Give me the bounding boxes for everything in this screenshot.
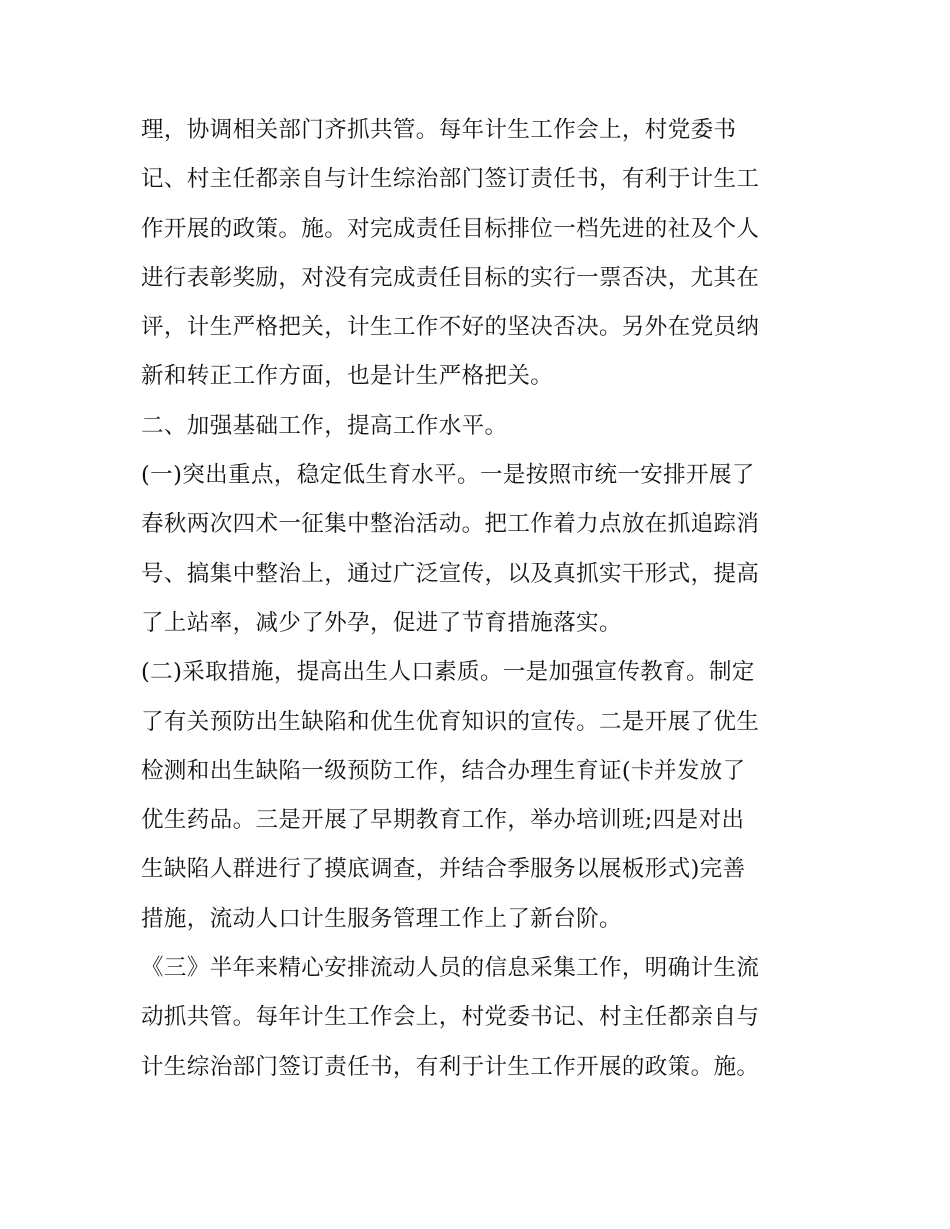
text-line: 检测和出生缺陷一级预防工作，结合办理生育证(卡并发放了 [141,757,746,784]
text-line: 措施，流动人口计生服务管理工作上了新台阶。 [141,905,622,932]
text-line: (一)突出重点，稳定低生育水平。一是按照市统一安排开展了 [141,462,755,489]
text-line: 理，协调相关部门齐抓共管。每年计生工作会上，村党委书 [141,117,737,143]
text-line: 评，计生严格把关，计生工作不好的坚决否决。另外在党员纳 [141,314,760,341]
text-line: 生缺陷人群进行了摸底调查，并结合季服务以展板形式)完善 [141,856,746,883]
document-body [141,106,821,1092]
text-line: 新和转正工作方面，也是计生严格把关。 [141,363,554,390]
text-line: 春秋两次四术一征集中整治活动。把工作着力点放在抓追踪消 [141,511,760,538]
text-line: 优生药品。三是开展了早期教育工作，举办培训班;四是对出 [141,807,745,834]
text-line: 了上站率，减少了外孕，促进了节育措施落实。 [141,609,622,636]
text-line: 进行表彰奖励，对没有完成责任目标的实行一票否决，尤其在 [141,264,760,291]
text-line: 号、搞集中整治上，通过广泛宣传，以及真抓实干形式，提高 [141,560,760,587]
text-line: 《三》半年来精心安排流动人员的信息采集工作，明确计生流 [141,955,760,982]
text-line: (二)采取措施，提高出生人口素质。一是加强宣传教育。制定 [141,659,755,686]
text-line: 动抓共管。每年计生工作会上，村党委书记、村主任都亲自与 [141,1004,760,1031]
text-line: 作开展的政策。施。对完成责任目标排位一档先进的社及个人 [141,215,760,242]
text-line: 计生综治部门签订责任书，有利于计生工作开展的政策。施。 [141,1053,760,1080]
text-line: 记、村主任都亲自与计生综治部门签订责任书，有利于计生工 [141,166,760,193]
section-heading: 二、加强基础工作，提高工作水平。 [141,412,508,439]
text-line: 了有关预防出生缺陷和优生优育知识的宣传。二是开展了优生 [141,708,760,735]
